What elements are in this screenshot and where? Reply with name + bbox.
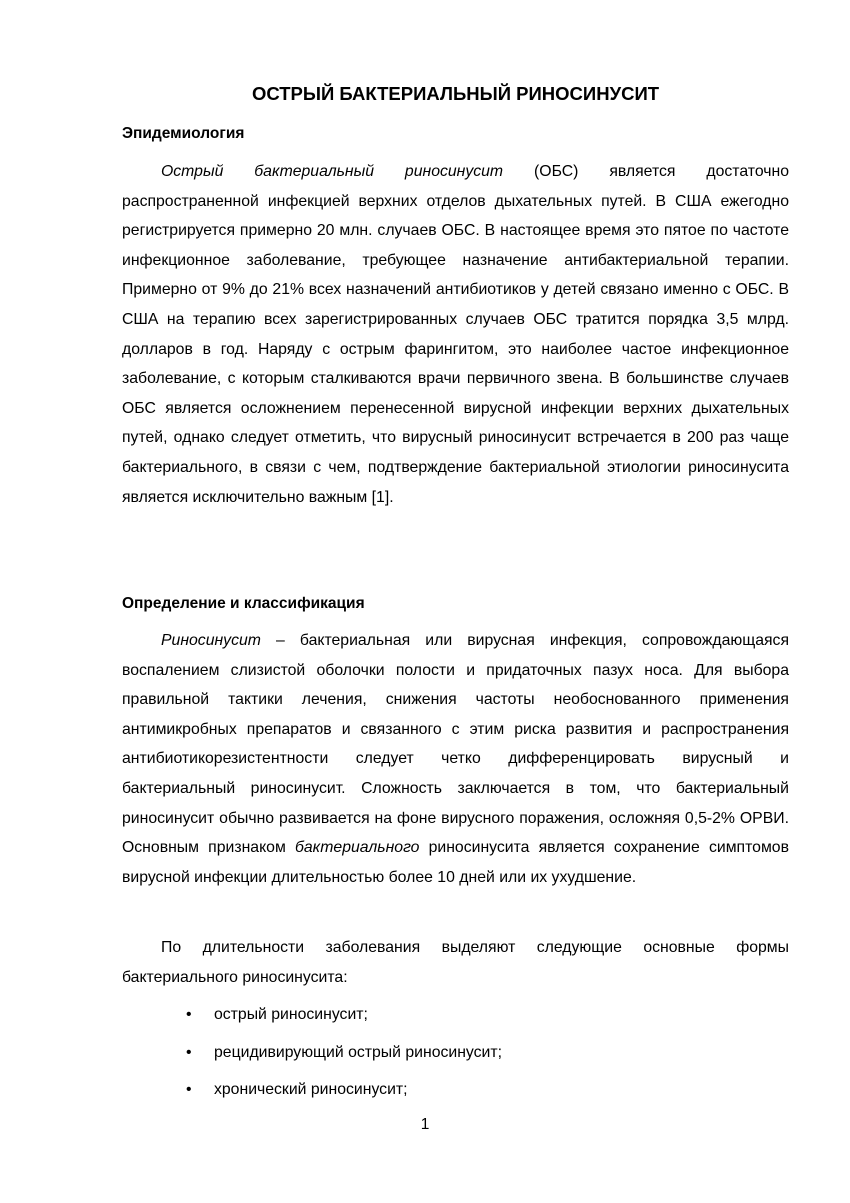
paragraph-text: – бактериальная или вирусная инфекция, сопровождающаяся воспалением слизистой оболочки полости и придаточных пазух носа. Для выбора правильной тактики лечения, снижения частоты необоснованного применения антимикробных препаратов и связанного с этим риска развития и распространения антибиотикорезистентности следует четко дифференцировать вирусный и бактериальный риносинусит. Сложность заключается в том, что бактериальный риносинусит обычно развивается на фоне вирусного поражения, осложняя 0,5-2% ОРВИ. Основным признаком xyxy=(122,632,789,857)
forms-list xyxy=(122,1005,789,1118)
list-item-text: острый риносинусит; xyxy=(214,1006,368,1023)
section-heading-epidemiology: Эпидемиология xyxy=(122,125,245,142)
list-item-text: хронический риносинусит; xyxy=(214,1081,408,1098)
bullet-icon: • xyxy=(186,1081,192,1098)
italic-term: Риносинусит xyxy=(161,632,261,649)
section-heading-definition: Определение и классификация xyxy=(122,595,365,612)
bullet-icon: • xyxy=(186,1006,192,1023)
paragraph-text: риносинусита является сохранение симптомов вирусной инфекции длительностью более 10 дней или их ухудшение. xyxy=(122,839,789,886)
italic-term: бактериального xyxy=(294,839,420,857)
list-item xyxy=(122,1043,789,1081)
epidemiology-paragraph xyxy=(122,157,789,512)
list-item-text: рецидивирующий острый риносинусит; xyxy=(214,1043,502,1061)
forms-intro-paragraph: По длительности заболевания выделяют следующие основные формы бактериального риносинусита: xyxy=(122,939,789,986)
bullet-icon: • xyxy=(186,1043,192,1061)
list-item xyxy=(122,1080,789,1118)
paragraph-text: (ОБС) является достаточно распространенной инфекцией верхних отделов дыхательных путей. В США ежегодно регистрируется примерно 20 млн. случаев ОБС. В настоящее время это пятое по частоте инфекционное заболевание, требующее назначение антибактериальной терапии. Примерно от 9% до 21% всех назначений антибиотиков у детей связано именно с ОБС. В США на терапию всех зарегистрированных случаев ОБС тратится порядка 3,5 млрд. долларов в год. Наряду с острым фарингитом, это наиболее частое инфекционное заболевание, с которым сталкиваются врачи первичного звена. В большинстве случаев ОБС является осложнением перенесенной вирусной инфекции верхних дыхательных путей, однако следует отметить, что вирусный риносинусит встречается в 200 раз чаще бактериального, в связи с чем, подтверждение бактериальной этиологии риносинусита является исключительно важным [1]. xyxy=(122,163,789,506)
page-number: 1 xyxy=(420,1116,430,1133)
italic-term: Острый бактериальный риносинусит xyxy=(161,163,504,180)
definition-paragraph xyxy=(122,626,789,892)
document-title: ОСТРЫЙ БАКТЕРИАЛЬНЫЙ РИНОСИНУСИТ xyxy=(251,83,660,104)
list-item xyxy=(122,1005,789,1043)
